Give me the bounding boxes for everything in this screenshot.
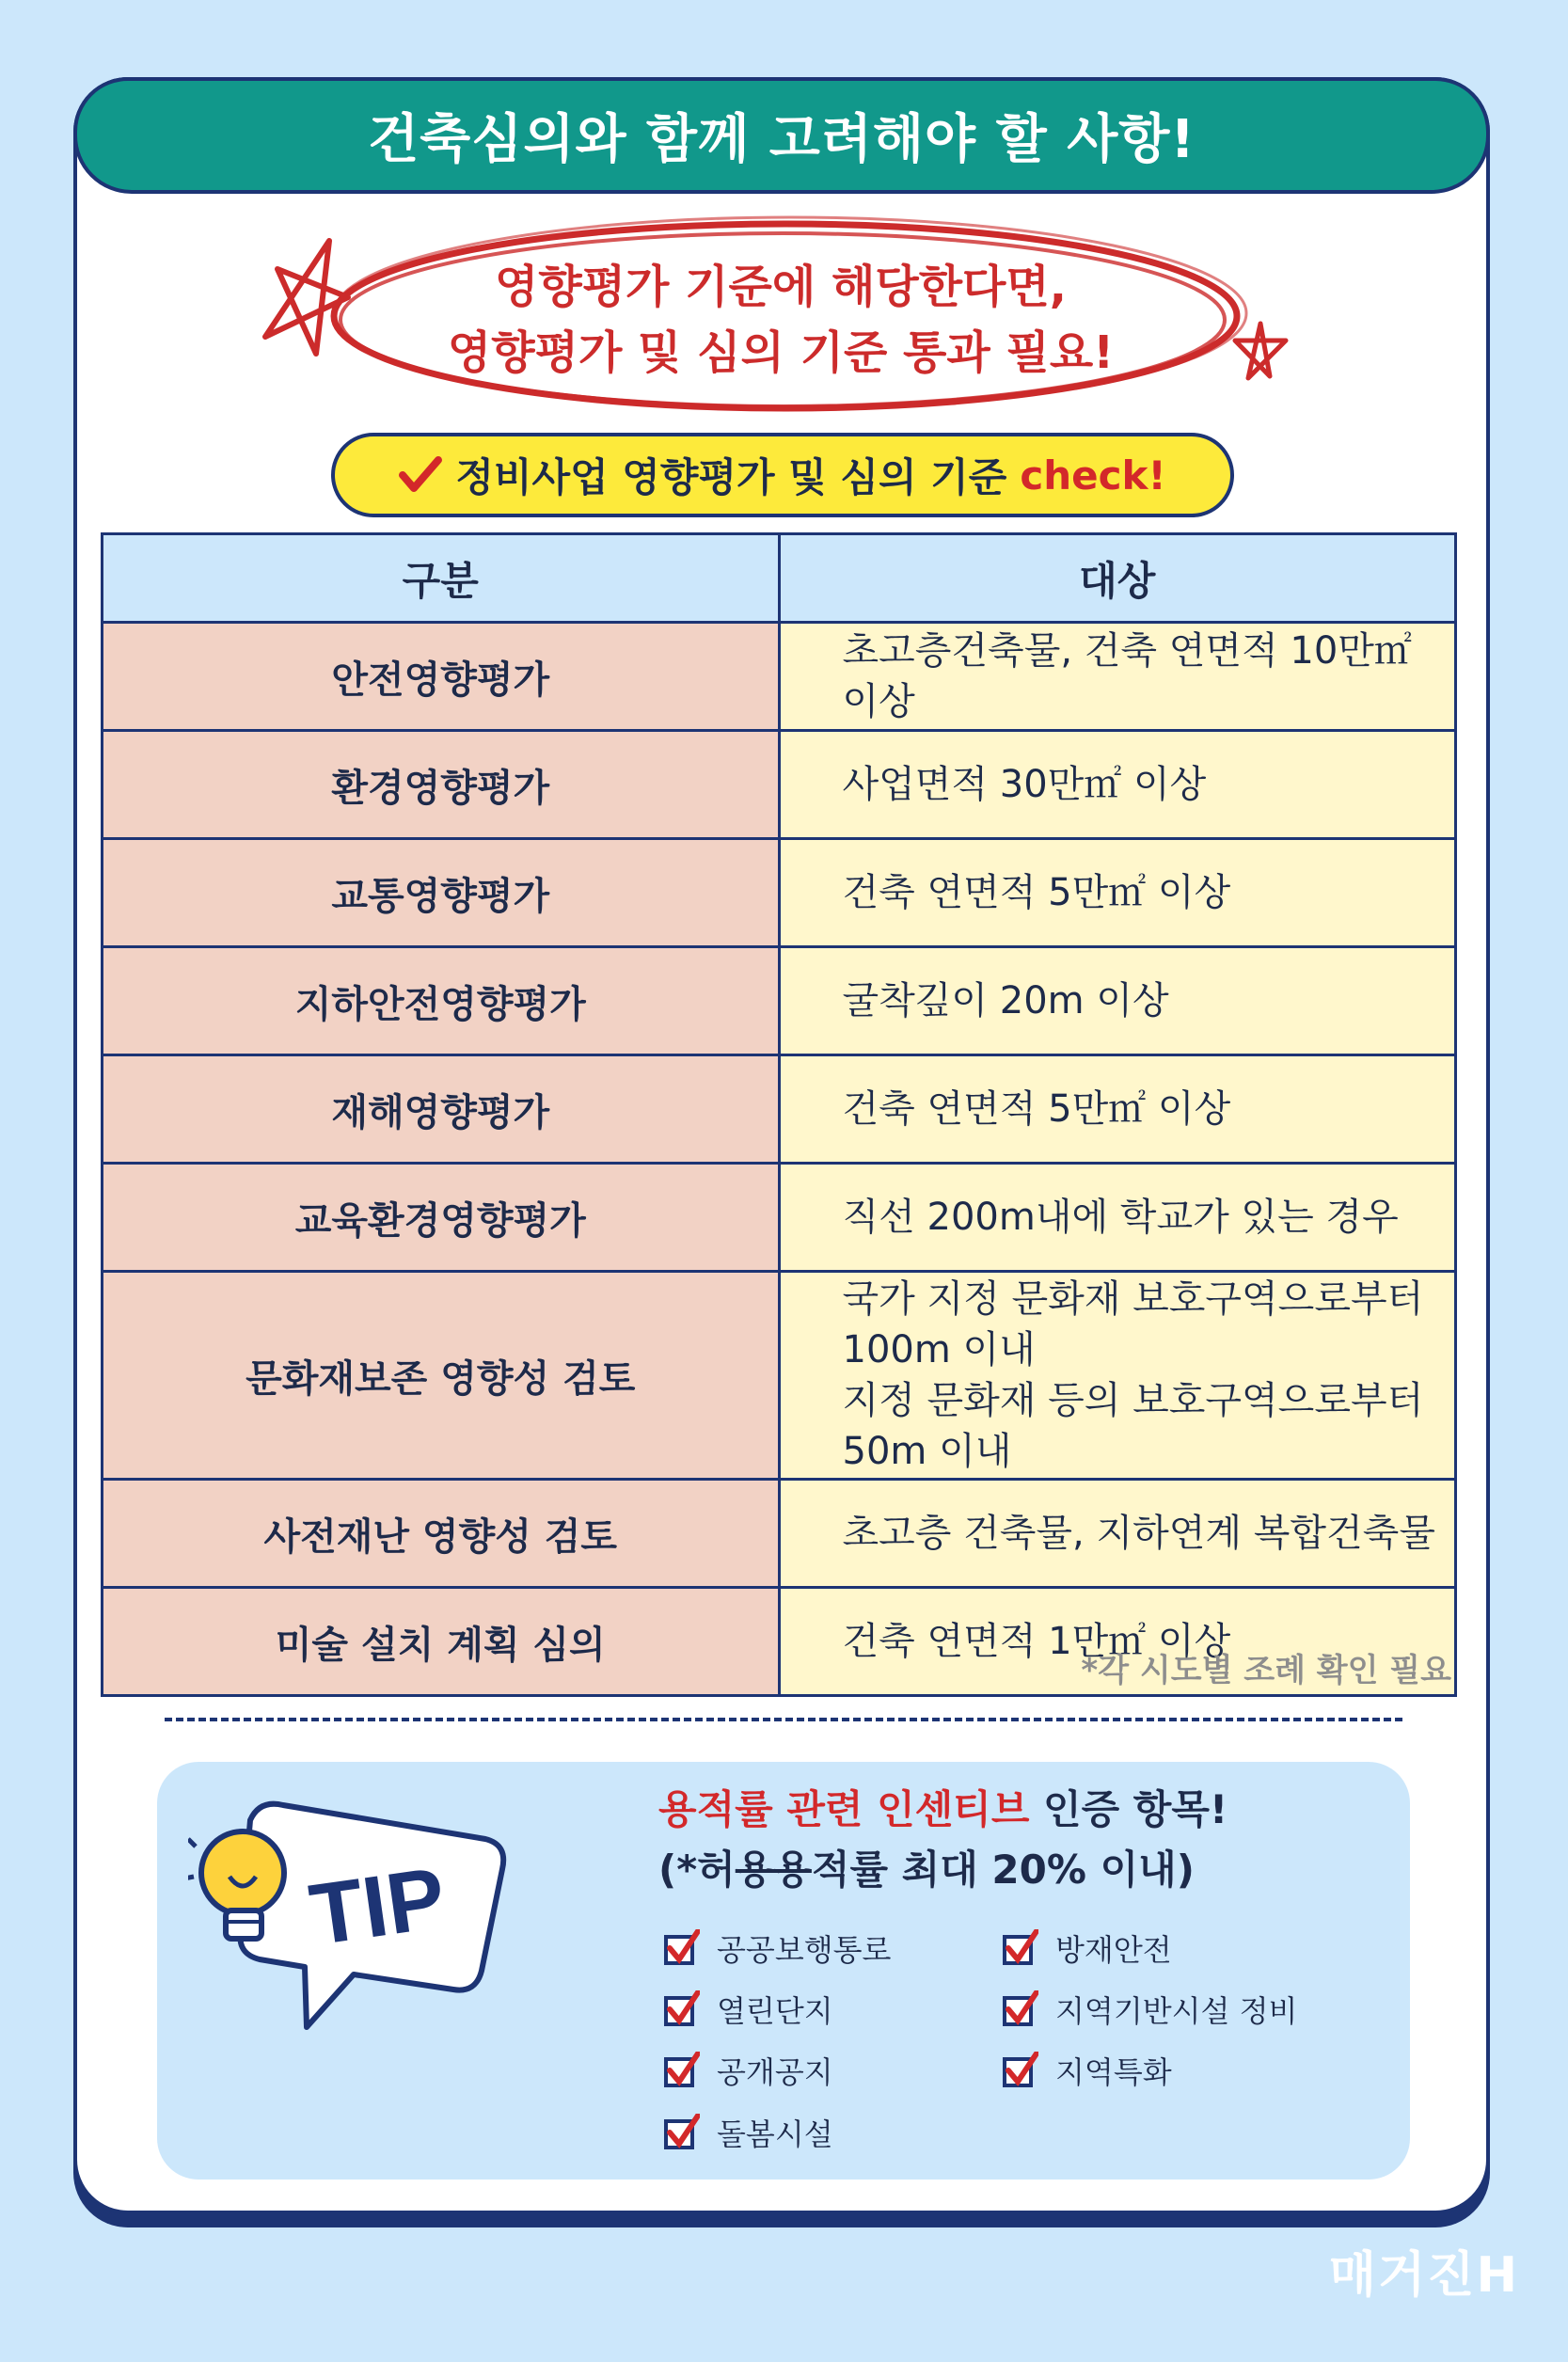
list-item-label: 지역특화 xyxy=(1055,2054,1172,2090)
checkbox-checked-icon xyxy=(1001,1929,1038,1967)
checkbox-checked-icon xyxy=(662,1990,700,2028)
checkbox-checked-icon xyxy=(662,1929,700,1967)
row-category: 환경영향평가 xyxy=(103,731,780,839)
table-row xyxy=(103,731,1456,839)
list-item-label: 공개공지 xyxy=(717,2054,833,2090)
table-row xyxy=(103,623,1456,731)
brand-logo: 매거진H xyxy=(1328,2247,1519,2304)
criteria-table xyxy=(101,532,1457,1697)
list-item xyxy=(1001,1926,1172,1970)
tip-subtitle-strike: 용용 xyxy=(735,1847,812,1893)
row-target: 건축 연면적 1만㎡ 이상 xyxy=(779,1588,1456,1696)
tip-badge: TIP xyxy=(304,1849,451,1964)
row-category: 지하안전영향평가 xyxy=(103,947,780,1055)
table-row xyxy=(103,1480,1456,1588)
row-category: 문화재보존 영향성 검토 xyxy=(103,1272,780,1480)
dashed-divider xyxy=(165,1718,1402,1721)
highlight-message xyxy=(282,226,1279,414)
list-item-label: 지역기반시설 정비 xyxy=(1055,1993,1298,2029)
list-item-label: 열린단지 xyxy=(717,1993,833,2029)
tip-subtitle xyxy=(658,1839,1195,1895)
row-category: 안전영향평가 xyxy=(103,623,780,731)
footnote: *각 시도별 조례 확인 필요 xyxy=(1081,1652,1451,1689)
table-row xyxy=(103,1164,1456,1272)
table-row xyxy=(103,1055,1456,1164)
row-target: 초고층건축물, 건축 연면적 10만㎡ 이상 xyxy=(779,623,1456,731)
check-banner xyxy=(331,433,1234,517)
row-target: 사업면적 30만㎡ 이상 xyxy=(779,731,1456,839)
list-item xyxy=(1001,1988,1297,2031)
row-category: 교통영향평가 xyxy=(103,839,780,947)
check-banner-text: 정비사업 영향평가 및 심의 기준 xyxy=(455,454,1007,500)
list-item xyxy=(662,2049,833,2092)
row-category: 미술 설치 계획 심의 xyxy=(103,1588,780,1696)
row-category: 교육환경영향평가 xyxy=(103,1164,780,1272)
highlight-line-2: 영향평가 및 심의 기준 통과 필요! xyxy=(447,326,1115,379)
list-item xyxy=(1001,2049,1172,2092)
tip-subtitle-open: (*허 xyxy=(658,1847,736,1893)
row-target-line-1: 국가 지정 문화재 보호구역으로부터 100m 이내 xyxy=(842,1277,1424,1371)
highlight-line-1: 영향평가 기준에 해당한다면, xyxy=(494,261,1068,313)
list-item xyxy=(662,1926,891,1970)
page-title: 건축심의와 함께 고려해야 할 사항! xyxy=(73,77,1490,194)
column-header-target: 대상 xyxy=(779,534,1456,623)
checkbox-checked-icon xyxy=(662,2052,700,2089)
table-row xyxy=(103,947,1456,1055)
tip-subtitle-close: 적률 최대 20% 이내) xyxy=(811,1847,1195,1893)
row-category: 사전재난 영향성 검토 xyxy=(103,1480,780,1588)
tip-title-rest: 인증 항목! xyxy=(1029,1786,1228,1832)
column-header-category: 구분 xyxy=(103,534,780,623)
row-category: 재해영향평가 xyxy=(103,1055,780,1164)
checkbox-checked-icon xyxy=(662,2114,700,2151)
list-item xyxy=(662,1988,833,2031)
check-banner-accent: check! xyxy=(1020,452,1166,499)
table-row xyxy=(103,1272,1456,1480)
tip-title-highlight: 용적률 관련 인센티브 xyxy=(658,1786,1030,1832)
row-target: 건축 연면적 5만㎡ 이상 xyxy=(779,839,1456,947)
list-item xyxy=(662,2111,833,2154)
table-header-row xyxy=(103,534,1456,623)
row-target xyxy=(779,1272,1456,1480)
checkmark-icon xyxy=(399,456,442,494)
row-target-line-2: 지정 문화재 등의 보호구역으로부터 50m 이내 xyxy=(842,1379,1424,1473)
list-item-label: 방재안전 xyxy=(1055,1932,1172,1968)
list-item-label: 돌봄시설 xyxy=(717,2116,833,2152)
row-target: 직선 200m내에 학교가 있는 경우 xyxy=(779,1164,1456,1272)
row-target: 굴착깊이 20m 이상 xyxy=(779,947,1456,1055)
list-item-label: 공공보행통로 xyxy=(717,1932,892,1968)
checkbox-checked-icon xyxy=(1001,2052,1038,2089)
lightbulb-icon xyxy=(188,1820,301,1971)
row-target: 건축 연면적 5만㎡ 이상 xyxy=(779,1055,1456,1164)
row-target: 초고층 건축물, 지하연계 복합건축물 xyxy=(779,1480,1456,1588)
checkbox-checked-icon xyxy=(1001,1990,1038,2028)
table-row xyxy=(103,839,1456,947)
tip-title xyxy=(658,1781,1227,1839)
